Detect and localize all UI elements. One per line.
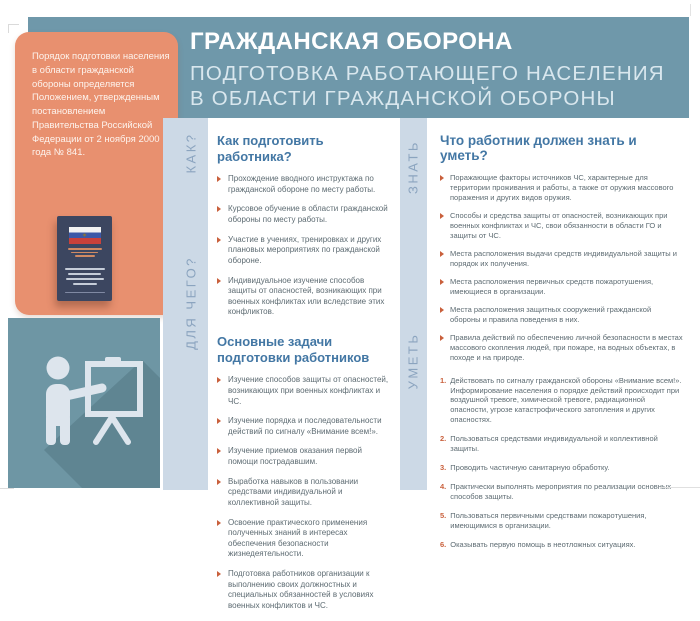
how-bullet-list [217,174,391,318]
bullet-item: Освоение практического применения полученных знаний в интересах обеспечения безопасности жизнедеятельности. [217,518,391,561]
eagle-emblem-icon: ✶ [81,232,88,239]
bullet-item: Места расположения выдачи средств индивидуальной защиты и порядок их получения. [440,249,683,269]
crop-mark [690,4,691,16]
legal-note-text: Порядок подготовки населения в области гражданской обороны определяется Положением, утвержденным постановлением Правительства Российской Федерации от 2 ноября 2000 года № 841. [32,51,170,159]
bullet-item: Выработка навыков в пользовании средствами индивидуальной и коллективной защиты. [217,477,391,509]
tasks-heading: Основные задачи подготовки работников [217,334,370,365]
book-title-line [73,283,97,285]
poster-title: ГРАЖДАНСКАЯ ОБОРОНА [190,28,513,55]
bullet-item: Способы и средства защиты от опасностей, возникающих при военных конфликтах и ЧС, свои обязанности в области ГО и защиты от ЧС. [440,211,683,241]
presenter-at-board-icon [8,318,160,488]
item-number: 3. [440,463,447,473]
crop-mark [8,24,19,33]
bullet-item: Места расположения защитных сооружений гражданской обороны и правила поведения в них. [440,305,683,325]
crop-mark [0,488,14,489]
numbered-item [440,463,683,473]
bullet-item: Участие в учениях, тренировках и других плановых мероприятиях по гражданской обороне. [217,235,391,267]
russian-flag-icon [69,227,101,244]
know-able-heading: Что работник должен знать и уметь? [440,133,637,163]
bullet-item: Правила действий по обеспечению личной безопасности в местах массового скопления людей, при пожаре, на водных объектах, в походе и на природе. [440,333,683,363]
bullet-item: Изучение порядка и последовательности действий по сигналу «Внимание всем!». [217,416,391,437]
poster-subtitle-line1: ПОДГОТОВКА РАБОТАЮЩЕГО НАСЕЛЕНИЯ [190,62,665,85]
poster-subtitle-line2: В ОБЛАСТИ ГРАЖДАНСКОЙ ОБОРОНЫ [190,87,616,111]
bullet-item: Изучение способов защиты от опасностей, возникающих при военных конфликтах и ЧС. [217,375,391,407]
bullet-item: Поражающие факторы источников ЧС, характерные для территории проживания и работы, а также от оружия массового поражения и других видов оружия. [440,173,683,203]
column-how [206,118,403,621]
vertical-label-why: ДЛЯ ЧЕГО? [183,256,199,350]
item-number: 2. [440,434,447,444]
book-title-line [66,278,104,280]
book-cover-line [75,255,95,257]
numbered-item [440,482,683,502]
bullet-item: Индивидуальное изучение способов защиты от опасностей, возникающих при военных конфликтах или вследствие этих конфликтов. [217,276,391,319]
vertical-label-know: ЗНАТЬ [405,140,421,194]
book-footer-line [65,292,105,293]
numbered-item [440,376,683,426]
book-title-line [65,268,105,270]
item-number: 4. [440,482,447,492]
column-know-able [427,118,689,559]
book-title-line [68,273,101,275]
bullet-item: Места расположения первичных средств пожаротушения, имеющиеся в организации. [440,277,683,297]
able-numbered-list [440,376,683,551]
numbered-item [440,511,683,531]
law-book-cover [57,216,112,301]
trainer-pictogram-tile [8,318,160,488]
item-text: Пользоваться средствами индивидуальной и коллективной защиты. [450,434,658,454]
item-text: Пользоваться первичными средствами пожаротушения, имеющимися в организации. [450,511,647,531]
vertical-label-able: УМЕТЬ [405,332,421,390]
item-number: 1. [440,375,447,385]
how-heading: Как подготовить работника? [217,133,324,164]
book-cover-line [68,248,102,250]
item-text: Практически выполнять мероприятия по реализации основных способов защиты. [450,482,672,502]
numbered-item [440,434,683,454]
bullet-item: Прохождение вводного инструктажа по гражданской обороне по месту работы. [217,174,391,195]
item-text: Проводить частичную санитарную обработку. [450,463,610,473]
item-text: Действовать по сигналу гражданской обороны «Внимание всем!». Информирование населения о порядке действий происходит при воздушной тревоге, химической тревоге, радиационной опасности, угрозе катастрофического затопления и других опасностях. [450,375,682,425]
bullet-item: Подготовка работников организации к выполнению своих должностных и специальных обязанностей в условиях военных конфликтов и ЧС. [217,569,391,612]
bullet-item: Курсовое обучение в области гражданской обороны по месту работы. [217,204,391,225]
tasks-bullet-list [217,375,391,611]
item-number: 6. [440,540,447,550]
numbered-item [440,540,683,550]
crop-mark [660,487,700,488]
item-text: Оказывать первую помощь в неотложных ситуациях. [450,540,636,550]
item-number: 5. [440,511,447,521]
bullet-item: Изучение приемов оказания первой помощи пострадавшим. [217,446,391,467]
vertical-label-how: КАК? [183,132,199,174]
book-cover-line [71,252,98,254]
know-bullet-list [440,173,683,363]
